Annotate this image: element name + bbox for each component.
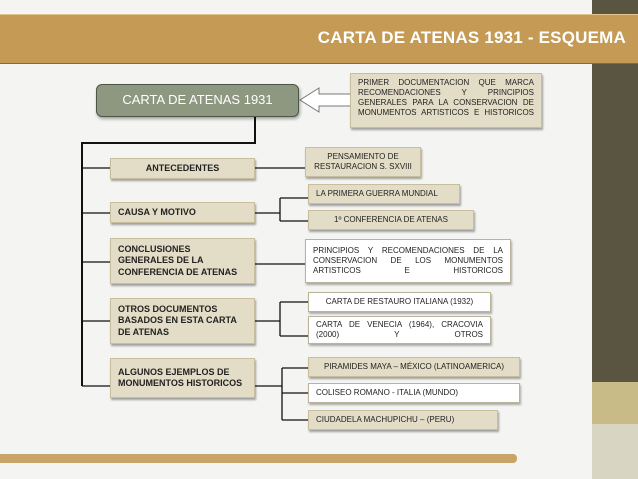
branch-antecedentes: ANTECEDENTES xyxy=(110,158,255,179)
root-note: PRIMER DOCUMENTACION QUE MARCA RECOMENDACIONES Y PRINCIPIOS GENERALES PARA LA CONSERVACION DE MONUMENTOS ARTISTICOS E HISTORICOS xyxy=(350,73,542,128)
branch-causa-motivo: CAUSA Y MOTIVO xyxy=(110,202,255,223)
bottom-bar xyxy=(0,454,517,463)
branch-conclusiones: CONCLUSIONES GENERALES DE LA CONFERENCIA DE ATENAS xyxy=(110,238,255,284)
leaf-carta-restauro: CARTA DE RESTAURO ITALIANA (1932) xyxy=(308,292,491,312)
leaf-principios: PRINCIPIOS Y RECOMENDACIONES DE LA CONSERVACION DE LOS MONUMENTOS ARTISTICOS E HISTORICOS xyxy=(305,239,511,283)
leaf-carta-venecia: CARTA DE VENECIA (1964), CRACOVIA (2000) Y OTROS xyxy=(308,316,491,344)
leaf-piramides-maya: PIRAMIDES MAYA – MÉXICO (LATINOAMERICA) xyxy=(308,357,520,377)
page-title: CARTA DE ATENAS 1931 - ESQUEMA xyxy=(317,28,626,47)
branch-otros-documentos: OTROS DOCUMENTOS BASADOS EN ESTA CARTA DE ATENAS xyxy=(110,298,255,344)
leaf-pensamiento: PENSAMIENTO DE RESTAURACION S. SXVIII xyxy=(305,147,421,177)
leaf-guerra-mundial: LA PRIMERA GUERRA MUNDIAL xyxy=(308,184,460,204)
branch-ejemplos: ALGUNOS EJEMPLOS DE MONUMENTOS HISTORICOS xyxy=(110,358,255,398)
leaf-conferencia: 1º CONFERENCIA DE ATENAS xyxy=(308,210,474,230)
root-node: CARTA DE ATENAS 1931 xyxy=(96,84,299,117)
leaf-coliseo: COLISEO ROMANO - ITALIA (MUNDO) xyxy=(308,383,520,403)
leaf-machupichu: CIUDADELA MACHUPICHU – (PERU) xyxy=(308,410,498,430)
